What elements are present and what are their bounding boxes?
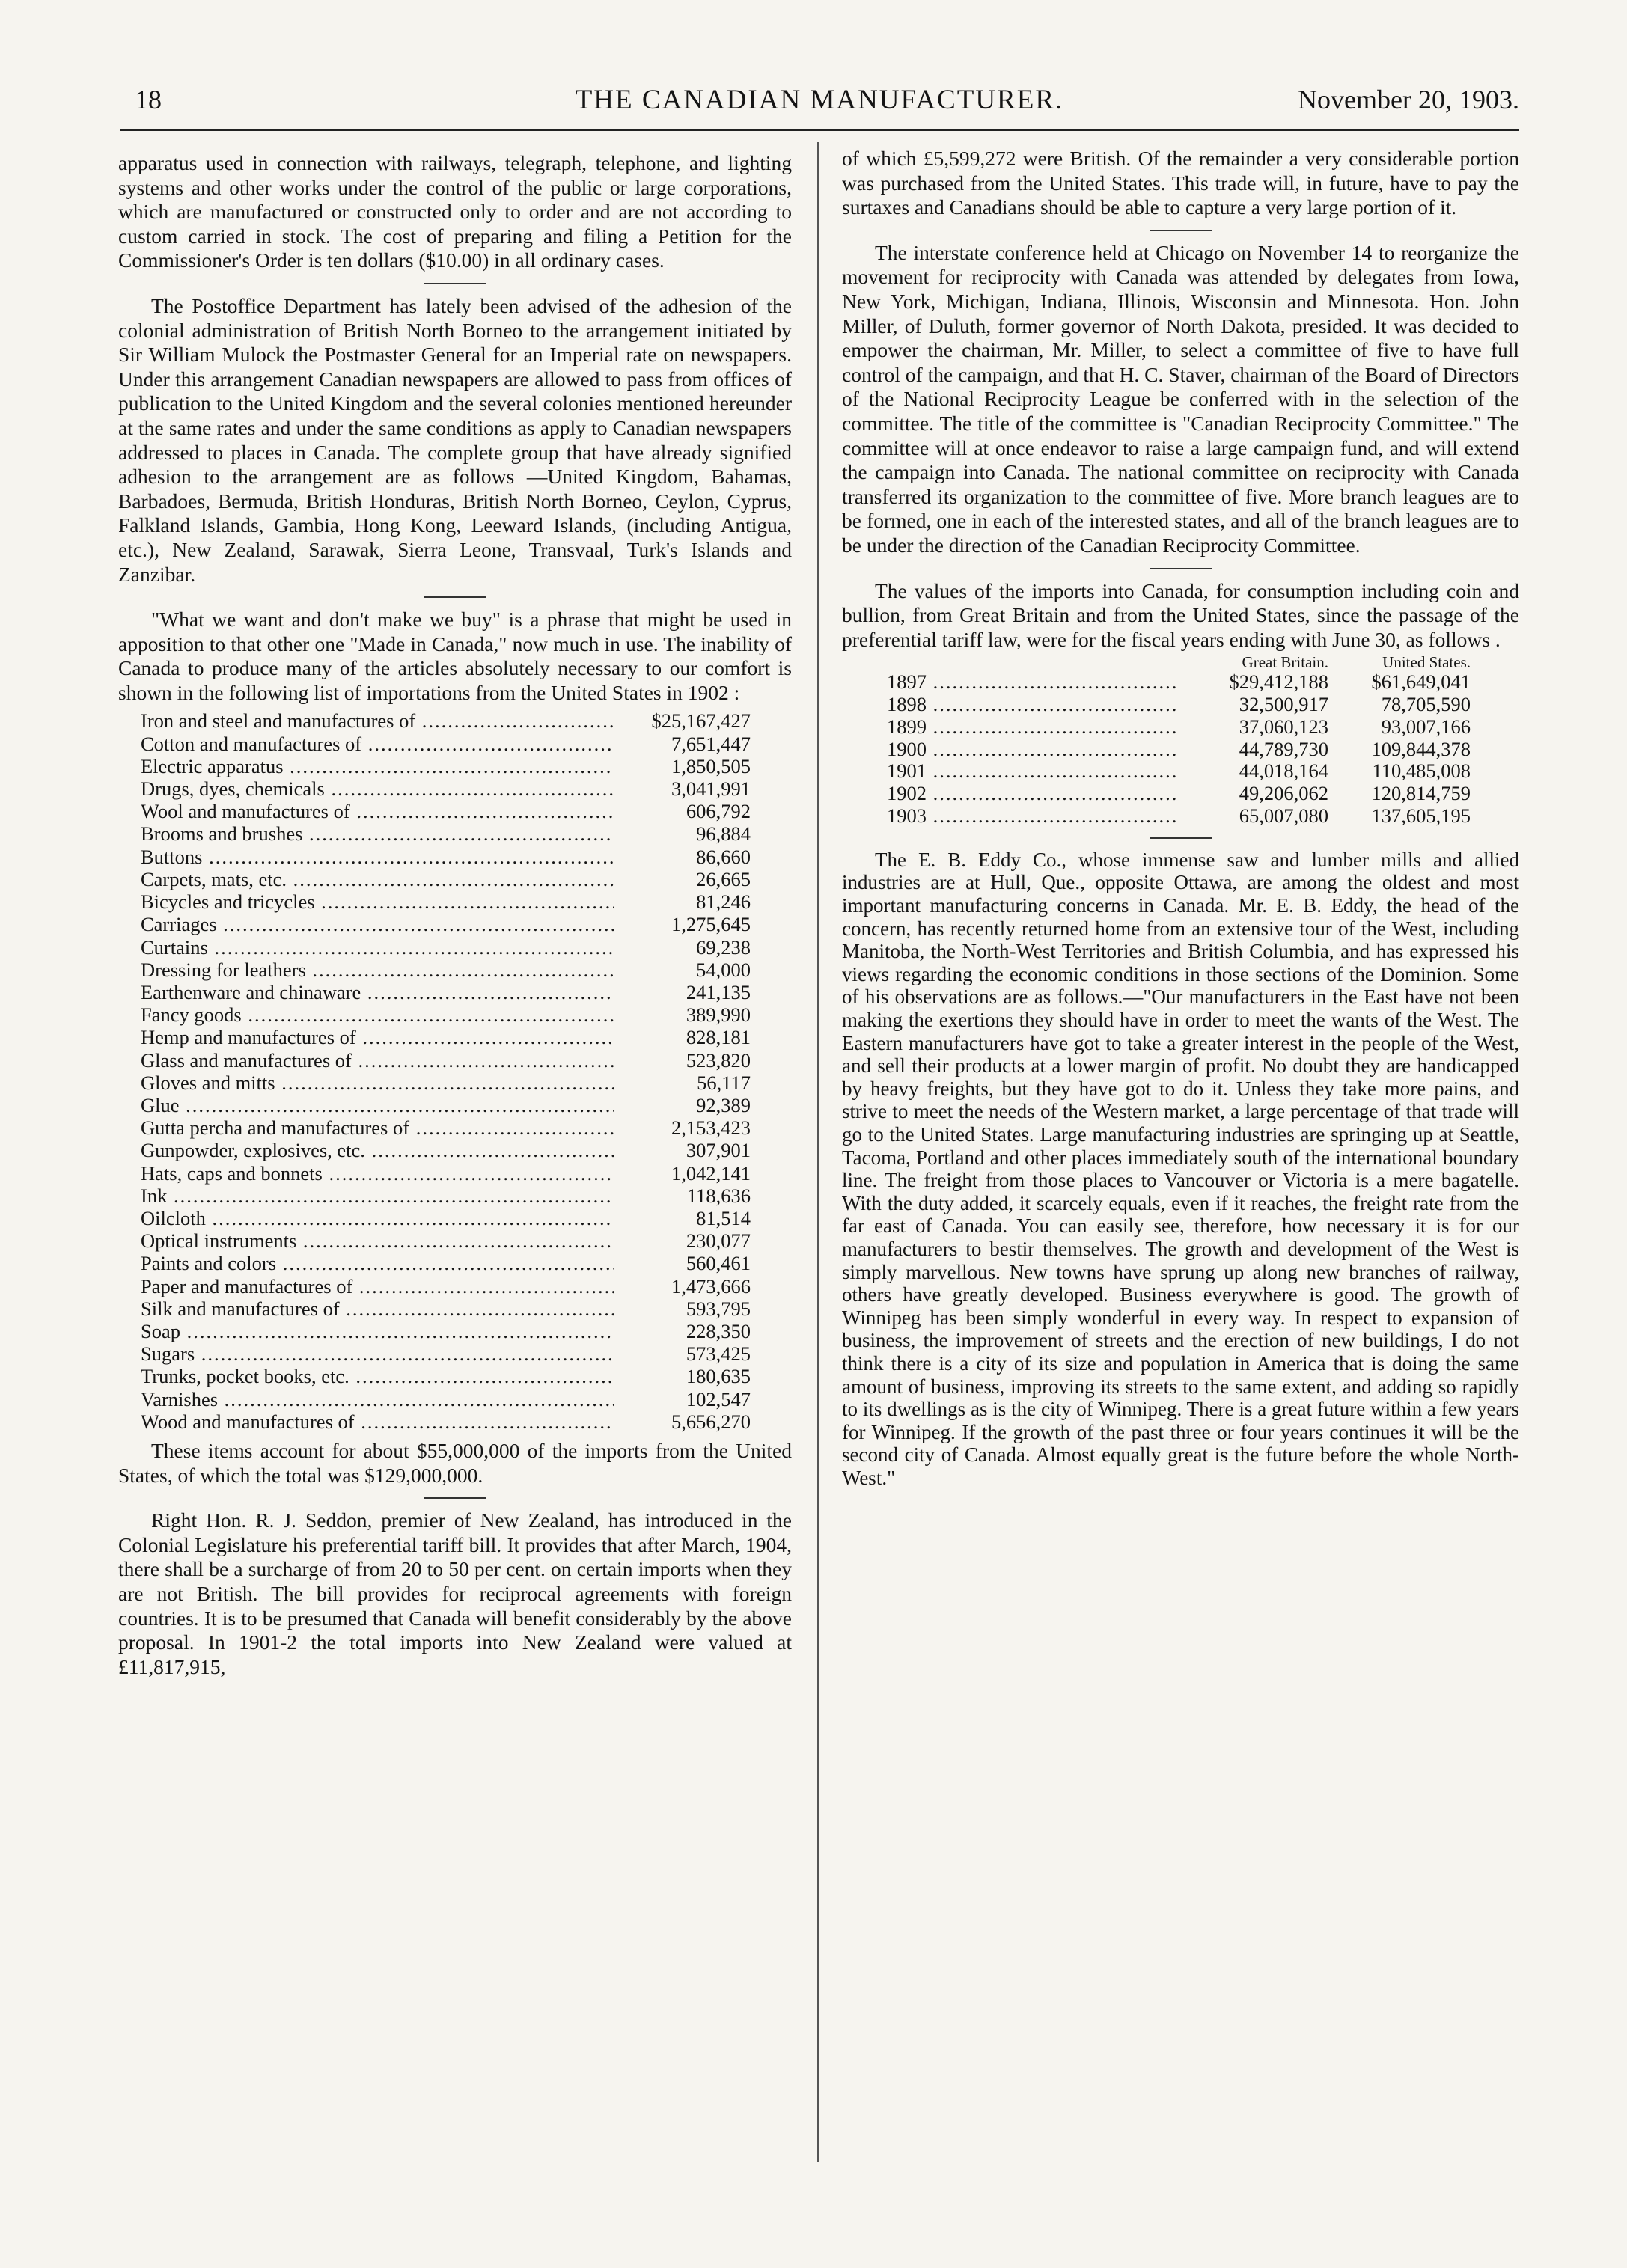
- article-paragraph: apparatus used in connection with railways, telegraph, telephone, and lighting systems and other works under the control of the public or large corporations, which are manufactured or constructed only to order and are not according to custom carried in stock. The cost of preparing and filing a Petition for the Commissioner's Order is ten dollars ($10.00) in all ordinary cases.: [118, 151, 792, 272]
- table-row: [141, 846, 751, 868]
- article-separator: [424, 283, 486, 284]
- import-item-value: 307,901: [614, 1139, 751, 1161]
- table-row: [141, 1116, 751, 1139]
- great-britain-value: 49,206,062: [1179, 783, 1328, 805]
- table-row: [141, 1342, 751, 1365]
- import-item-value: 389,990: [614, 1003, 751, 1026]
- year-cell: 1901 .....: [887, 760, 1179, 783]
- import-item-value: 1,850,505: [614, 755, 751, 777]
- issue-date: November 20, 1903.: [1298, 85, 1519, 114]
- import-item-label: Gutta percha and manufactures of .....: [141, 1116, 614, 1139]
- import-item-value: 26,665: [614, 868, 751, 890]
- import-item-label: Oilcloth .....: [141, 1207, 614, 1229]
- article-separator: [424, 1497, 486, 1499]
- import-item-value: 69,238: [614, 936, 751, 959]
- table-row: [141, 1162, 751, 1185]
- import-item-label: Gloves and mitts .....: [141, 1072, 614, 1094]
- table-row: [141, 1320, 751, 1342]
- imports-by-year-table: [887, 653, 1471, 828]
- import-item-label: Paper and manufactures of .....: [141, 1275, 614, 1297]
- import-item-value: 5,656,270: [614, 1410, 751, 1433]
- import-item-value: 102,547: [614, 1388, 751, 1410]
- table-row: [887, 760, 1471, 783]
- table-row: [141, 959, 751, 981]
- table-row: [141, 1072, 751, 1094]
- import-item-label: Glass and manufactures of .....: [141, 1049, 614, 1072]
- import-item-value: 7,651,447: [614, 733, 751, 755]
- import-item-label: Paints and colors .....: [141, 1252, 614, 1274]
- import-item-label: Wool and manufactures of .....: [141, 800, 614, 822]
- import-item-value: 606,792: [614, 800, 751, 822]
- article-separator: [424, 596, 486, 598]
- import-item-value: 86,660: [614, 846, 751, 868]
- import-item-value: 96,884: [614, 822, 751, 845]
- article-paragraph: "What we want and don't make we buy" is a phrase that might be used in apposition to that other one "Made in Canada," now much in use. The inability of Canada to produce many of the articles absolutely necessary to our comfort is shown in the following list of importations from the United States in 1902 :: [118, 608, 792, 704]
- year-cell: 1897 .....: [887, 671, 1179, 694]
- united-states-value: 109,844,378: [1371, 737, 1471, 760]
- article-separator: [1150, 568, 1212, 569]
- table-row: [141, 1297, 751, 1320]
- imports-table: [141, 709, 751, 1433]
- table-row: [141, 1026, 751, 1048]
- united-states-value: $61,649,041: [1371, 670, 1471, 694]
- import-item-label: Hemp and manufactures of .....: [141, 1026, 614, 1048]
- import-item-label: Ink .....: [141, 1185, 614, 1207]
- article-paragraph: of which £5,599,272 were British. Of the remainder a very considerable portion was purchased from the United States. This trade will, in future, have to pay the surtaxes and Canadians should be able to capture a very large portion of it.: [842, 147, 1519, 219]
- great-britain-value: 44,018,164: [1179, 760, 1328, 783]
- table-row: [887, 671, 1471, 694]
- table-row: [141, 1139, 751, 1161]
- import-item-label: Glue .....: [141, 1094, 614, 1116]
- import-item-label: Electric apparatus .....: [141, 755, 614, 777]
- article-paragraph: The interstate conference held at Chicago on November 14 to reorganize the movement for reciprocity with Canada was attended by delegates from Iowa, New York, Michigan, Indiana, Illinois, Wisconsin and Minnesota. Hon. John Miller, of Duluth, former governor of North Dakota, presided. It was decided to empower the chairman, Mr. Miller, to select a committee of five to have full control of the campaign, and that H. C. Staver, chairman of the Board of Directors of the National Reciprocity League be conferred with in the selection of the committee. The title of the committee is "Canadian Reciprocity Committee." The committee will at once endeavor to raise a large campaign fund, and will extend the campaign into Canada. The national committee on reciprocity with Canada transferred its organization to the committee of five. More branch leagues are to be formed, one in each of the interested states, and all of the branch leagues are to be under the direction of the Canadian Reciprocity Committee.: [842, 240, 1519, 557]
- column-header-great-britain: Great Britain.: [1242, 653, 1328, 672]
- import-item-value: 523,820: [614, 1049, 751, 1072]
- import-item-label: Trunks, pocket books, etc. .....: [141, 1365, 614, 1387]
- import-item-value: 228,350: [614, 1320, 751, 1342]
- year-cell: 1898 .....: [887, 694, 1179, 716]
- import-item-label: Carriages .....: [141, 913, 614, 935]
- import-item-label: Buttons .....: [141, 846, 614, 868]
- table-row: [141, 1207, 751, 1229]
- import-item-label: Carpets, mats, etc. .....: [141, 868, 614, 890]
- table-row: [141, 709, 751, 732]
- table-header: [887, 653, 1471, 671]
- import-item-label: Bicycles and tricycles .....: [141, 890, 614, 913]
- import-item-value: 54,000: [614, 959, 751, 981]
- column-divider: [817, 142, 819, 2162]
- year-cell: 1899 .....: [887, 716, 1179, 739]
- year-cell: 1900 .....: [887, 739, 1179, 761]
- table-row: [887, 716, 1471, 739]
- header-rule: [120, 129, 1519, 131]
- import-item-value: 573,425: [614, 1342, 751, 1365]
- import-item-label: Earthenware and chinaware .....: [141, 981, 614, 1003]
- import-item-label: Gunpowder, explosives, etc. .....: [141, 1139, 614, 1161]
- import-item-value: 1,042,141: [614, 1162, 751, 1185]
- publication-title: THE CANADIAN MANUFACTURER.: [575, 85, 1064, 115]
- import-item-value: 1,473,666: [614, 1275, 751, 1297]
- great-britain-value: 32,500,917: [1179, 694, 1328, 716]
- article-paragraph: The values of the imports into Canada, for consumption including coin and bullion, from Great Britain and from the United States, since the passage of the preferential tariff law, were for the fiscal years ending with June 30, as follows .: [842, 578, 1519, 651]
- table-row: [141, 822, 751, 845]
- import-item-label: Cotton and manufactures of .....: [141, 733, 614, 755]
- table-row: [141, 755, 751, 777]
- united-states-value: 110,485,008: [1372, 759, 1471, 783]
- import-item-value: 560,461: [614, 1252, 751, 1274]
- table-row: [141, 936, 751, 959]
- import-item-value: 81,246: [614, 890, 751, 913]
- united-states-value: 137,605,195: [1371, 804, 1471, 828]
- import-item-label: Curtains .....: [141, 936, 614, 959]
- great-britain-value: 44,789,730: [1179, 739, 1328, 761]
- table-row: [887, 694, 1471, 716]
- page-number: 18: [135, 85, 162, 114]
- import-item-label: Optical instruments .....: [141, 1229, 614, 1252]
- column-header-united-states: United States.: [1382, 653, 1471, 672]
- import-item-value: 180,635: [614, 1365, 751, 1387]
- table-row: [141, 1388, 751, 1410]
- import-item-label: Drugs, dyes, chemicals .....: [141, 777, 614, 800]
- table-row: [141, 1229, 751, 1252]
- table-row: [141, 1252, 751, 1274]
- import-item-label: Dressing for leathers .....: [141, 959, 614, 981]
- import-item-value: 1,275,645: [614, 913, 751, 935]
- table-row: [887, 739, 1471, 761]
- table-row: [141, 1365, 751, 1387]
- import-item-value: 56,117: [614, 1072, 751, 1094]
- table-row: [141, 1410, 751, 1433]
- import-item-value: 241,135: [614, 981, 751, 1003]
- table-row: [887, 783, 1471, 805]
- table-row: [141, 913, 751, 935]
- import-item-value: 118,636: [614, 1185, 751, 1207]
- great-britain-value: $29,412,188: [1179, 671, 1328, 694]
- article-paragraph: The E. B. Eddy Co., whose immense saw and lumber mills and allied industries are at Hull, Que., opposite Ottawa, are among the oldest and most important manufacturing concerns in Canada. Mr. E. B. Eddy, the head of the concern, has recently returned home from an extensive tour of the West, including Manitoba, the North-West Territories and British Columbia, and has expressed his views regarding the economic conditions in those sections of the Dominion. Some of his observations are as follows.—"Our manufacturers in the East have not been making the exertions they should have in order to meet the wants of the West. The Eastern manufacturers have got to take a greater interest in the people of the West, and sell their products at a lower margin of profit. No doubt they are handicapped by heavy freights, but they have got to do it. Unless they take more pains, and strive to meet the needs of the Western market, a large percentage of that trade will go to the United States. Large manufacturing industries are springing up at Seattle, Tacoma, Portland and other places immediately south of the international boundary line. The freight from those places to Vancouver or Victoria is a mere bagatelle. With the duty added, it scarcely equals, even if it reaches, the freight rate from the far east of Canada. You can easily see, therefore, how necessary it is for our manufacturers to bestir themselves. The growth and development of the West is simply marvellous. New towns have sprung up along new branches of railway, others have greatly developed. Business everywhere is good. The growth of Winnipeg has been simply wonderful in every way. In respect to expansion of business, the improvement of streets and the erection of new buildings, I do not think there is a city of its size and population in America that is doing the same amount of business, improving its streets to the same extent, and adding so rapidly to its dwellings as is the city of Winnipeg. There is a great future within a few years for Winnipeg. If the growth of the past three or four years continues it will be the second city of Canada. Almost equally great is the future before the whole North-West.": [842, 848, 1519, 1489]
- import-item-label: Fancy goods .....: [141, 1003, 614, 1026]
- page-header: [120, 84, 1519, 129]
- article-paragraph: The Postoffice Department has lately been advised of the adhesion of the colonial administration of British North Borneo to the arrangement initiated by Sir William Mulock the Postmaster General for an Imperial rate on newspapers. Under this arrangement Canadian newspapers are allowed to pass from offices of publication to the United Kingdom and the several colonies mentioned hereunder at the same rates and under the same conditions as apply to Canadian newspapers addressed to places in Canada. The complete group that have already signified adhesion to the arrangement are as follows —United Kingdom, Bahamas, Barbadoes, Bermuda, British Honduras, British North Borneo, Ceylon, Cyprus, Falkland Islands, Gambia, Hong Kong, Leeward Islands, (including Antigua, etc.), New Zealand, Sarawak, Sierra Leone, Transvaal, Turk's Islands and Zanzibar.: [118, 293, 792, 586]
- import-item-value: 81,514: [614, 1207, 751, 1229]
- import-item-label: Sugars .....: [141, 1342, 614, 1365]
- table-row: [141, 777, 751, 800]
- import-item-label: Varnishes .....: [141, 1388, 614, 1410]
- import-item-value: 92,389: [614, 1094, 751, 1116]
- import-item-value: 828,181: [614, 1026, 751, 1048]
- import-item-value: 2,153,423: [614, 1116, 751, 1139]
- table-row: [887, 805, 1471, 828]
- left-column: [118, 151, 792, 2209]
- import-item-label: Iron and steel and manufactures of .....: [141, 709, 614, 732]
- right-column: [842, 147, 1519, 2204]
- article-paragraph: Right Hon. R. J. Seddon, premier of New Zealand, has introduced in the Colonial Legislature his preferential tariff bill. It provides that after March, 1904, there shall be a surcharge of from 20 to 50 per cent. on certain imports when they are not British. The bill provides for reciprocal agreements with foreign countries. It is to be presumed that Canada will benefit considerably by the above proposal. In 1901-2 the total imports into New Zealand were valued at £11,817,915,: [118, 1509, 792, 1678]
- import-item-label: Brooms and brushes .....: [141, 822, 614, 845]
- table-row: [141, 868, 751, 890]
- table-row: [141, 981, 751, 1003]
- import-item-label: Wood and manufactures of .....: [141, 1410, 614, 1433]
- year-cell: 1903 .....: [887, 805, 1179, 828]
- article-paragraph: These items account for about $55,000,000 of the imports from the United States, of which the total was $129,000,000.: [118, 1438, 792, 1487]
- united-states-value: 120,814,759: [1371, 782, 1471, 805]
- table-row: [141, 1275, 751, 1297]
- table-row: [141, 1185, 751, 1207]
- article-separator: [1150, 837, 1212, 839]
- import-item-value: 230,077: [614, 1229, 751, 1252]
- import-item-label: Hats, caps and bonnets .....: [141, 1162, 614, 1185]
- table-row: [141, 1094, 751, 1116]
- import-item-value: $25,167,427: [614, 709, 751, 732]
- table-row: [141, 1049, 751, 1072]
- import-item-label: Silk and manufactures of .....: [141, 1297, 614, 1320]
- table-row: [141, 1003, 751, 1026]
- import-item-value: 3,041,991: [614, 777, 751, 800]
- table-row: [141, 733, 751, 755]
- united-states-value: 78,705,590: [1381, 693, 1471, 716]
- great-britain-value: 37,060,123: [1179, 716, 1328, 739]
- united-states-value: 93,007,166: [1381, 715, 1471, 738]
- great-britain-value: 65,007,080: [1179, 805, 1328, 828]
- import-item-label: Soap .....: [141, 1320, 614, 1342]
- year-cell: 1902 .....: [887, 783, 1179, 805]
- import-item-value: 593,795: [614, 1297, 751, 1320]
- table-row: [141, 800, 751, 822]
- table-row: [141, 890, 751, 913]
- article-separator: [1150, 230, 1212, 231]
